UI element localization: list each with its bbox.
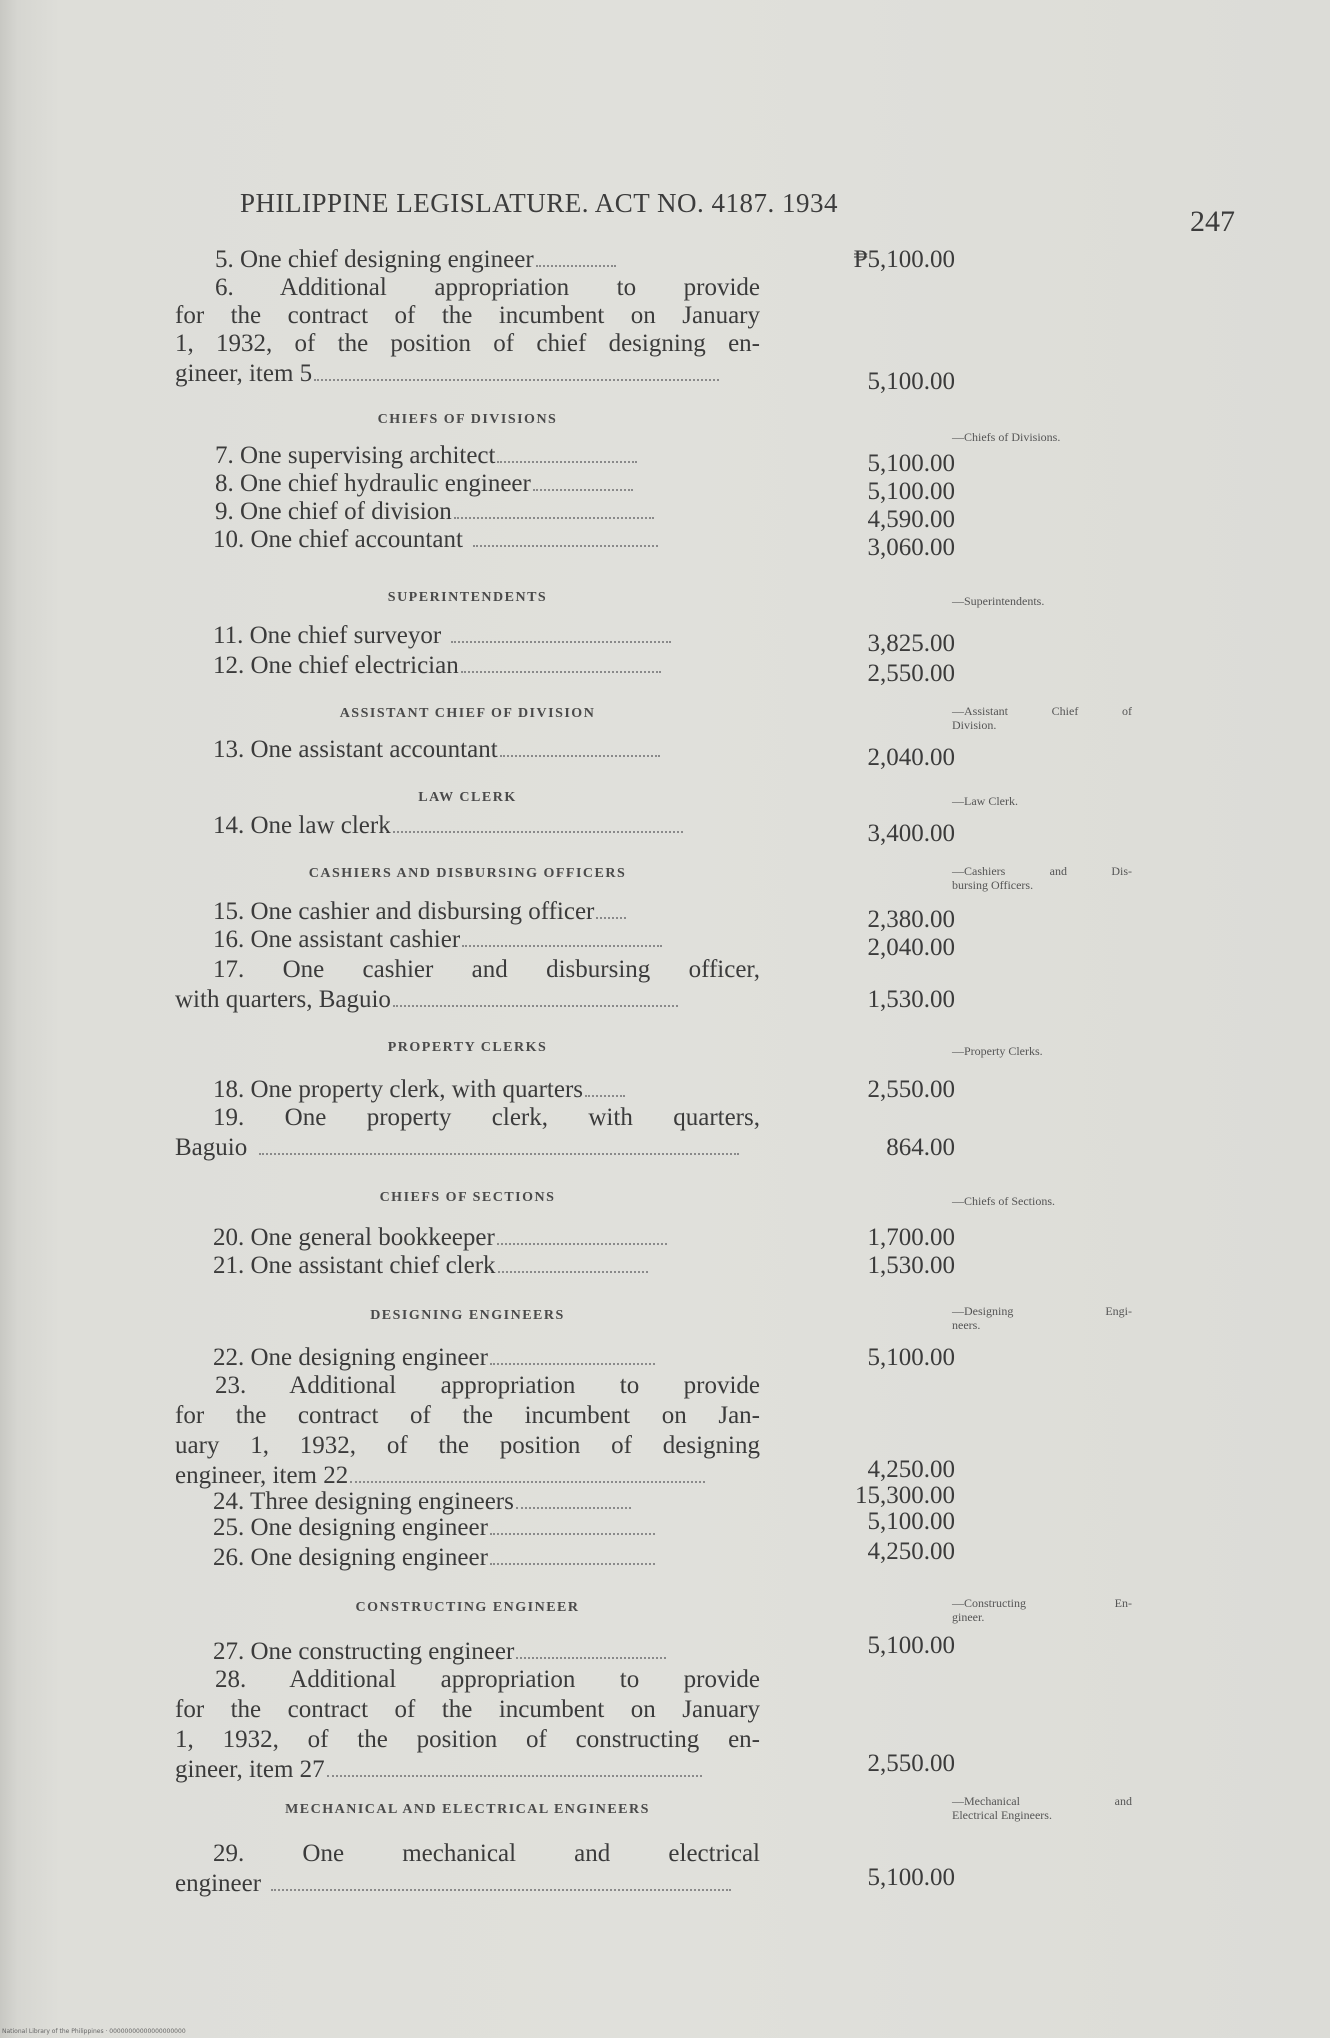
section-heading: CASHIERS AND DISBURSING OFFICERS xyxy=(308,866,627,881)
item-text: 14. One law clerk xyxy=(213,812,391,839)
scan-footer: National Library of the Philippines · 00000000000000000000 xyxy=(2,2028,186,2035)
item-amount: 5,100.00 xyxy=(867,478,955,505)
margin-note: —Designing Engi- xyxy=(952,1304,1132,1318)
item-amount: 2,550.00 xyxy=(867,1076,955,1103)
item-text: for the contract of the incumbent on Jan- xyxy=(175,1402,760,1429)
item-amount: 2,550.00 xyxy=(867,1750,955,1777)
item-text: Baguio xyxy=(175,1134,248,1161)
item-text: 27. One constructing engineer xyxy=(213,1638,515,1665)
item-text: 7. One supervising architect xyxy=(215,442,496,469)
item-text: 9. One chief of division xyxy=(215,498,452,525)
item-text: gineer, item 5 xyxy=(175,360,313,387)
section-heading: SUPERINTENDENTS xyxy=(387,590,548,605)
item-amount: 3,060.00 xyxy=(867,534,955,561)
item-text: uary 1, 1932, of the position of designing xyxy=(175,1432,760,1459)
item-text: 18. One property clerk, with quarters xyxy=(213,1076,584,1103)
item-text: 13. One assistant accountant xyxy=(213,736,498,763)
item-amount: 3,825.00 xyxy=(867,630,955,657)
item-text: 10. One chief accountant xyxy=(213,526,463,553)
item-text: 25. One designing engineer xyxy=(213,1514,488,1541)
item-amount: 2,040.00 xyxy=(867,744,955,771)
margin-note: —Chiefs of Divisions. xyxy=(952,430,1061,444)
item-text: 17. One cashier and disbursing officer, xyxy=(213,956,760,983)
item-text: 8. One chief hydraulic engineer xyxy=(215,470,531,497)
margin-note: —Law Clerk. xyxy=(952,794,1018,808)
margin-note: gineer. xyxy=(952,1610,985,1624)
item-amount: 4,590.00 xyxy=(867,506,955,533)
item-text: engineer xyxy=(175,1870,262,1897)
item-amount: 4,250.00 xyxy=(867,1456,955,1483)
item-text: gineer, item 27 xyxy=(175,1756,325,1783)
page-number: 247 xyxy=(1190,205,1235,238)
item-text: 11. One chief surveyor xyxy=(213,622,442,649)
item-amount: 4,250.00 xyxy=(867,1538,955,1565)
margin-note: —Superintendents. xyxy=(952,594,1045,608)
item-text: 24. Three designing engineers xyxy=(213,1488,514,1515)
item-text: 22. One designing engineer xyxy=(213,1344,488,1371)
margin-note: —Cashiers and Dis- xyxy=(952,864,1132,878)
margin-note: —Assistant Chief of xyxy=(952,704,1132,718)
item-text: 15. One cashier and disbursing officer xyxy=(213,898,595,925)
margin-note: Electrical Engineers. xyxy=(952,1808,1052,1822)
margin-note: neers. xyxy=(952,1318,981,1332)
section-heading: MECHANICAL AND ELECTRICAL ENGINEERS xyxy=(285,1802,650,1817)
item-text: 5. One chief designing engineer xyxy=(215,246,534,273)
item-amount: 864.00 xyxy=(886,1134,955,1161)
item-text: 19. One property clerk, with quarters, xyxy=(213,1104,760,1131)
section-heading: CHIEFS OF SECTIONS xyxy=(379,1190,556,1205)
item-amount: 5,100.00 xyxy=(867,1864,955,1891)
item-text: 29. One mechanical and electrical xyxy=(213,1840,760,1867)
item-text: engineer, item 22 xyxy=(175,1462,349,1489)
item-text: 23. Additional appropriation to provide xyxy=(215,1372,760,1399)
item-amount: 2,040.00 xyxy=(867,934,955,961)
item-text: 1, 1932, of the position of constructing en- xyxy=(175,1726,760,1753)
item-amount: 1,700.00 xyxy=(867,1224,955,1251)
item-amount: 1,530.00 xyxy=(867,1252,955,1279)
margin-note: Division. xyxy=(952,718,997,732)
margin-note: —Chiefs of Sections. xyxy=(952,1194,1055,1208)
item-text: 16. One assistant cashier xyxy=(213,926,461,953)
section-heading: ASSISTANT CHIEF OF DIVISION xyxy=(339,706,596,721)
item-text: with quarters, Baguio xyxy=(175,986,391,1013)
section-heading: CHIEFS OF DIVISIONS xyxy=(377,412,558,427)
section-heading: PROPERTY CLERKS xyxy=(387,1040,548,1055)
item-amount: 5,100.00 xyxy=(867,368,955,395)
item-amount: 5,100.00 xyxy=(867,1632,955,1659)
margin-note: bursing Officers. xyxy=(952,878,1034,892)
item-text: 20. One general bookkeeper xyxy=(213,1224,495,1251)
item-text: 21. One assistant chief clerk xyxy=(213,1252,496,1279)
item-text: for the contract of the incumbent on January xyxy=(175,302,760,329)
item-text: 26. One designing engineer xyxy=(213,1544,488,1571)
section-heading: LAW CLERK xyxy=(418,790,517,805)
item-text: 1, 1932, of the position of chief designing en- xyxy=(175,330,760,357)
item-text: for the contract of the incumbent on January xyxy=(175,1696,760,1723)
margin-note: —Property Clerks. xyxy=(952,1044,1043,1058)
item-text: 6. Additional appropriation to provide xyxy=(215,274,760,301)
margin-note: —Mechanical and xyxy=(952,1794,1132,1808)
section-heading: CONSTRUCTING ENGINEER xyxy=(355,1600,580,1615)
item-amount: 5,100.00 xyxy=(867,1344,955,1371)
item-amount: 5,100.00 xyxy=(867,450,955,477)
appropriation-list xyxy=(175,0,1175,2038)
item-amount: 3,400.00 xyxy=(867,820,955,847)
margin-note: —Constructing En- xyxy=(952,1596,1132,1610)
item-amount: 1,530.00 xyxy=(867,986,955,1013)
item-amount: 2,550.00 xyxy=(867,660,955,687)
item-amount: 5,100.00 xyxy=(867,1508,955,1535)
item-amount: 2,380.00 xyxy=(867,906,955,933)
item-amount: ₱5,100.00 xyxy=(853,246,955,273)
section-heading: DESIGNING ENGINEERS xyxy=(370,1308,565,1323)
item-amount: 15,300.00 xyxy=(855,1482,955,1509)
item-text: 28. Additional appropriation to provide xyxy=(215,1666,760,1693)
item-text: 12. One chief electrician xyxy=(213,652,459,679)
running-header: PHILIPPINE LEGISLATURE. ACT NO. 4187. 1934 xyxy=(240,188,839,218)
